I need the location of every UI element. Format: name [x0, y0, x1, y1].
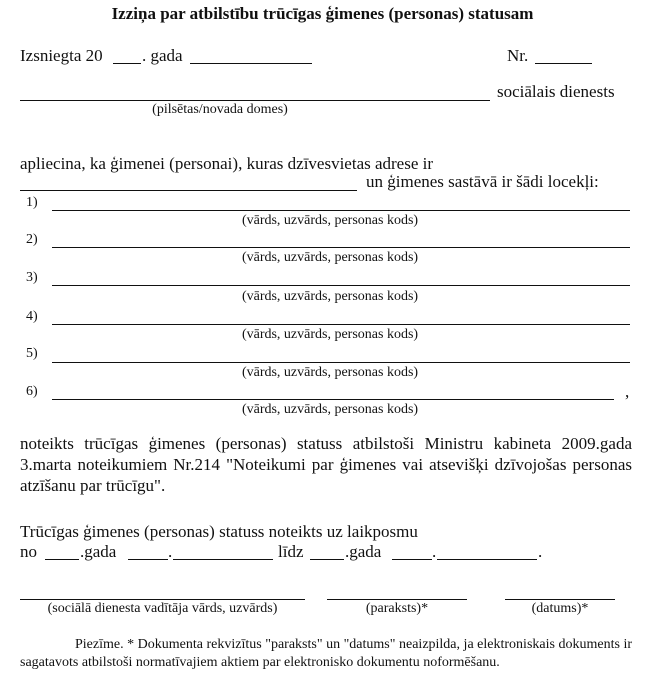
member-caption: (vārds, uzvārds, personas kods)	[241, 402, 419, 417]
member-number: 5)	[26, 346, 38, 361]
until-year-blank[interactable]	[310, 559, 344, 560]
member-number: 1)	[26, 195, 38, 210]
signature-caption: (paraksts)*	[365, 601, 429, 616]
member-6-comma: ,	[625, 382, 630, 401]
member-caption: (vārds, uzvārds, personas kods)	[241, 289, 419, 304]
from-dot: .	[168, 542, 173, 561]
member-6-blank[interactable]	[52, 399, 614, 400]
signature-blank[interactable]	[327, 599, 467, 600]
service-caption: (pilsētas/novada domes)	[152, 102, 288, 117]
nr-blank[interactable]	[535, 63, 592, 64]
members-intro: un ģimenes sastāvā ir šādi locekļi:	[366, 172, 599, 191]
member-caption: (vārds, uzvārds, personas kods)	[241, 213, 419, 228]
certifies-text: apliecina, ka ģimenei (personai), kuras dzīvesvietas adrese ir	[20, 154, 434, 173]
until-month-blank[interactable]	[437, 559, 537, 560]
until-dot: .	[432, 542, 437, 561]
from-month-blank[interactable]	[173, 559, 273, 560]
issued-prefix: Izsniegta 20	[20, 46, 103, 65]
head-name-caption: (sociālā dienesta vadītāja vārds, uzvārds)	[47, 601, 278, 616]
member-4-blank[interactable]	[52, 324, 630, 325]
member-2-blank[interactable]	[52, 247, 630, 248]
issued-year-suffix: . gada	[142, 46, 183, 65]
from-day-blank[interactable]	[128, 559, 168, 560]
member-number: 2)	[26, 232, 38, 247]
member-caption: (vārds, uzvārds, personas kods)	[241, 327, 419, 342]
member-1-blank[interactable]	[52, 210, 630, 211]
nr-label: Nr.	[507, 46, 529, 65]
period-gada-until: .gada	[345, 542, 382, 561]
date-blank[interactable]	[505, 599, 615, 600]
period-from: no	[20, 542, 37, 561]
issued-date-blank[interactable]	[190, 63, 312, 64]
year-blank[interactable]	[113, 63, 141, 64]
member-number: 6)	[26, 384, 38, 399]
member-caption: (vārds, uzvārds, personas kods)	[241, 250, 419, 265]
date-caption: (datums)*	[531, 601, 589, 616]
member-number: 4)	[26, 309, 38, 324]
period-until: līdz	[278, 542, 304, 561]
member-5-blank[interactable]	[52, 362, 630, 363]
member-caption: (vārds, uzvārds, personas kods)	[241, 365, 419, 380]
period-heading: Trūcīgas ģimenes (personas) statuss noteikts uz laikposmu	[20, 522, 418, 541]
footnote: Piezīme. * Dokumenta rekvizītus "paraksts" un "datums" neaizpilda, ja elektroniskais dokuments ir sagatavots atbilstoši normatīvajiem aktiem par elektronisko dokumentu noformēšanu.	[20, 637, 632, 670]
head-name-blank[interactable]	[20, 599, 305, 600]
from-year-blank[interactable]	[45, 559, 79, 560]
document-title: Izziņa par atbilstību trūcīgas ģimenes (personas) statusam	[111, 4, 534, 23]
service-suffix: sociālais dienests	[497, 82, 615, 101]
until-day-blank[interactable]	[392, 559, 432, 560]
service-blank[interactable]	[20, 100, 490, 101]
member-number: 3)	[26, 270, 38, 285]
period-gada-from: .gada	[80, 542, 117, 561]
member-3-blank[interactable]	[52, 285, 630, 286]
status-paragraph: noteikts trūcīgas ģimenes (personas) statuss atbilstoši Ministru kabineta 2009.gada 3.marta noteikumiem Nr.214 "Noteikumi par ģimenes vai atsevišķi dzīvojošas personas atzīšanu par trūcīgu".	[20, 434, 632, 495]
period-end: .	[538, 542, 543, 561]
address-blank[interactable]	[20, 190, 357, 191]
